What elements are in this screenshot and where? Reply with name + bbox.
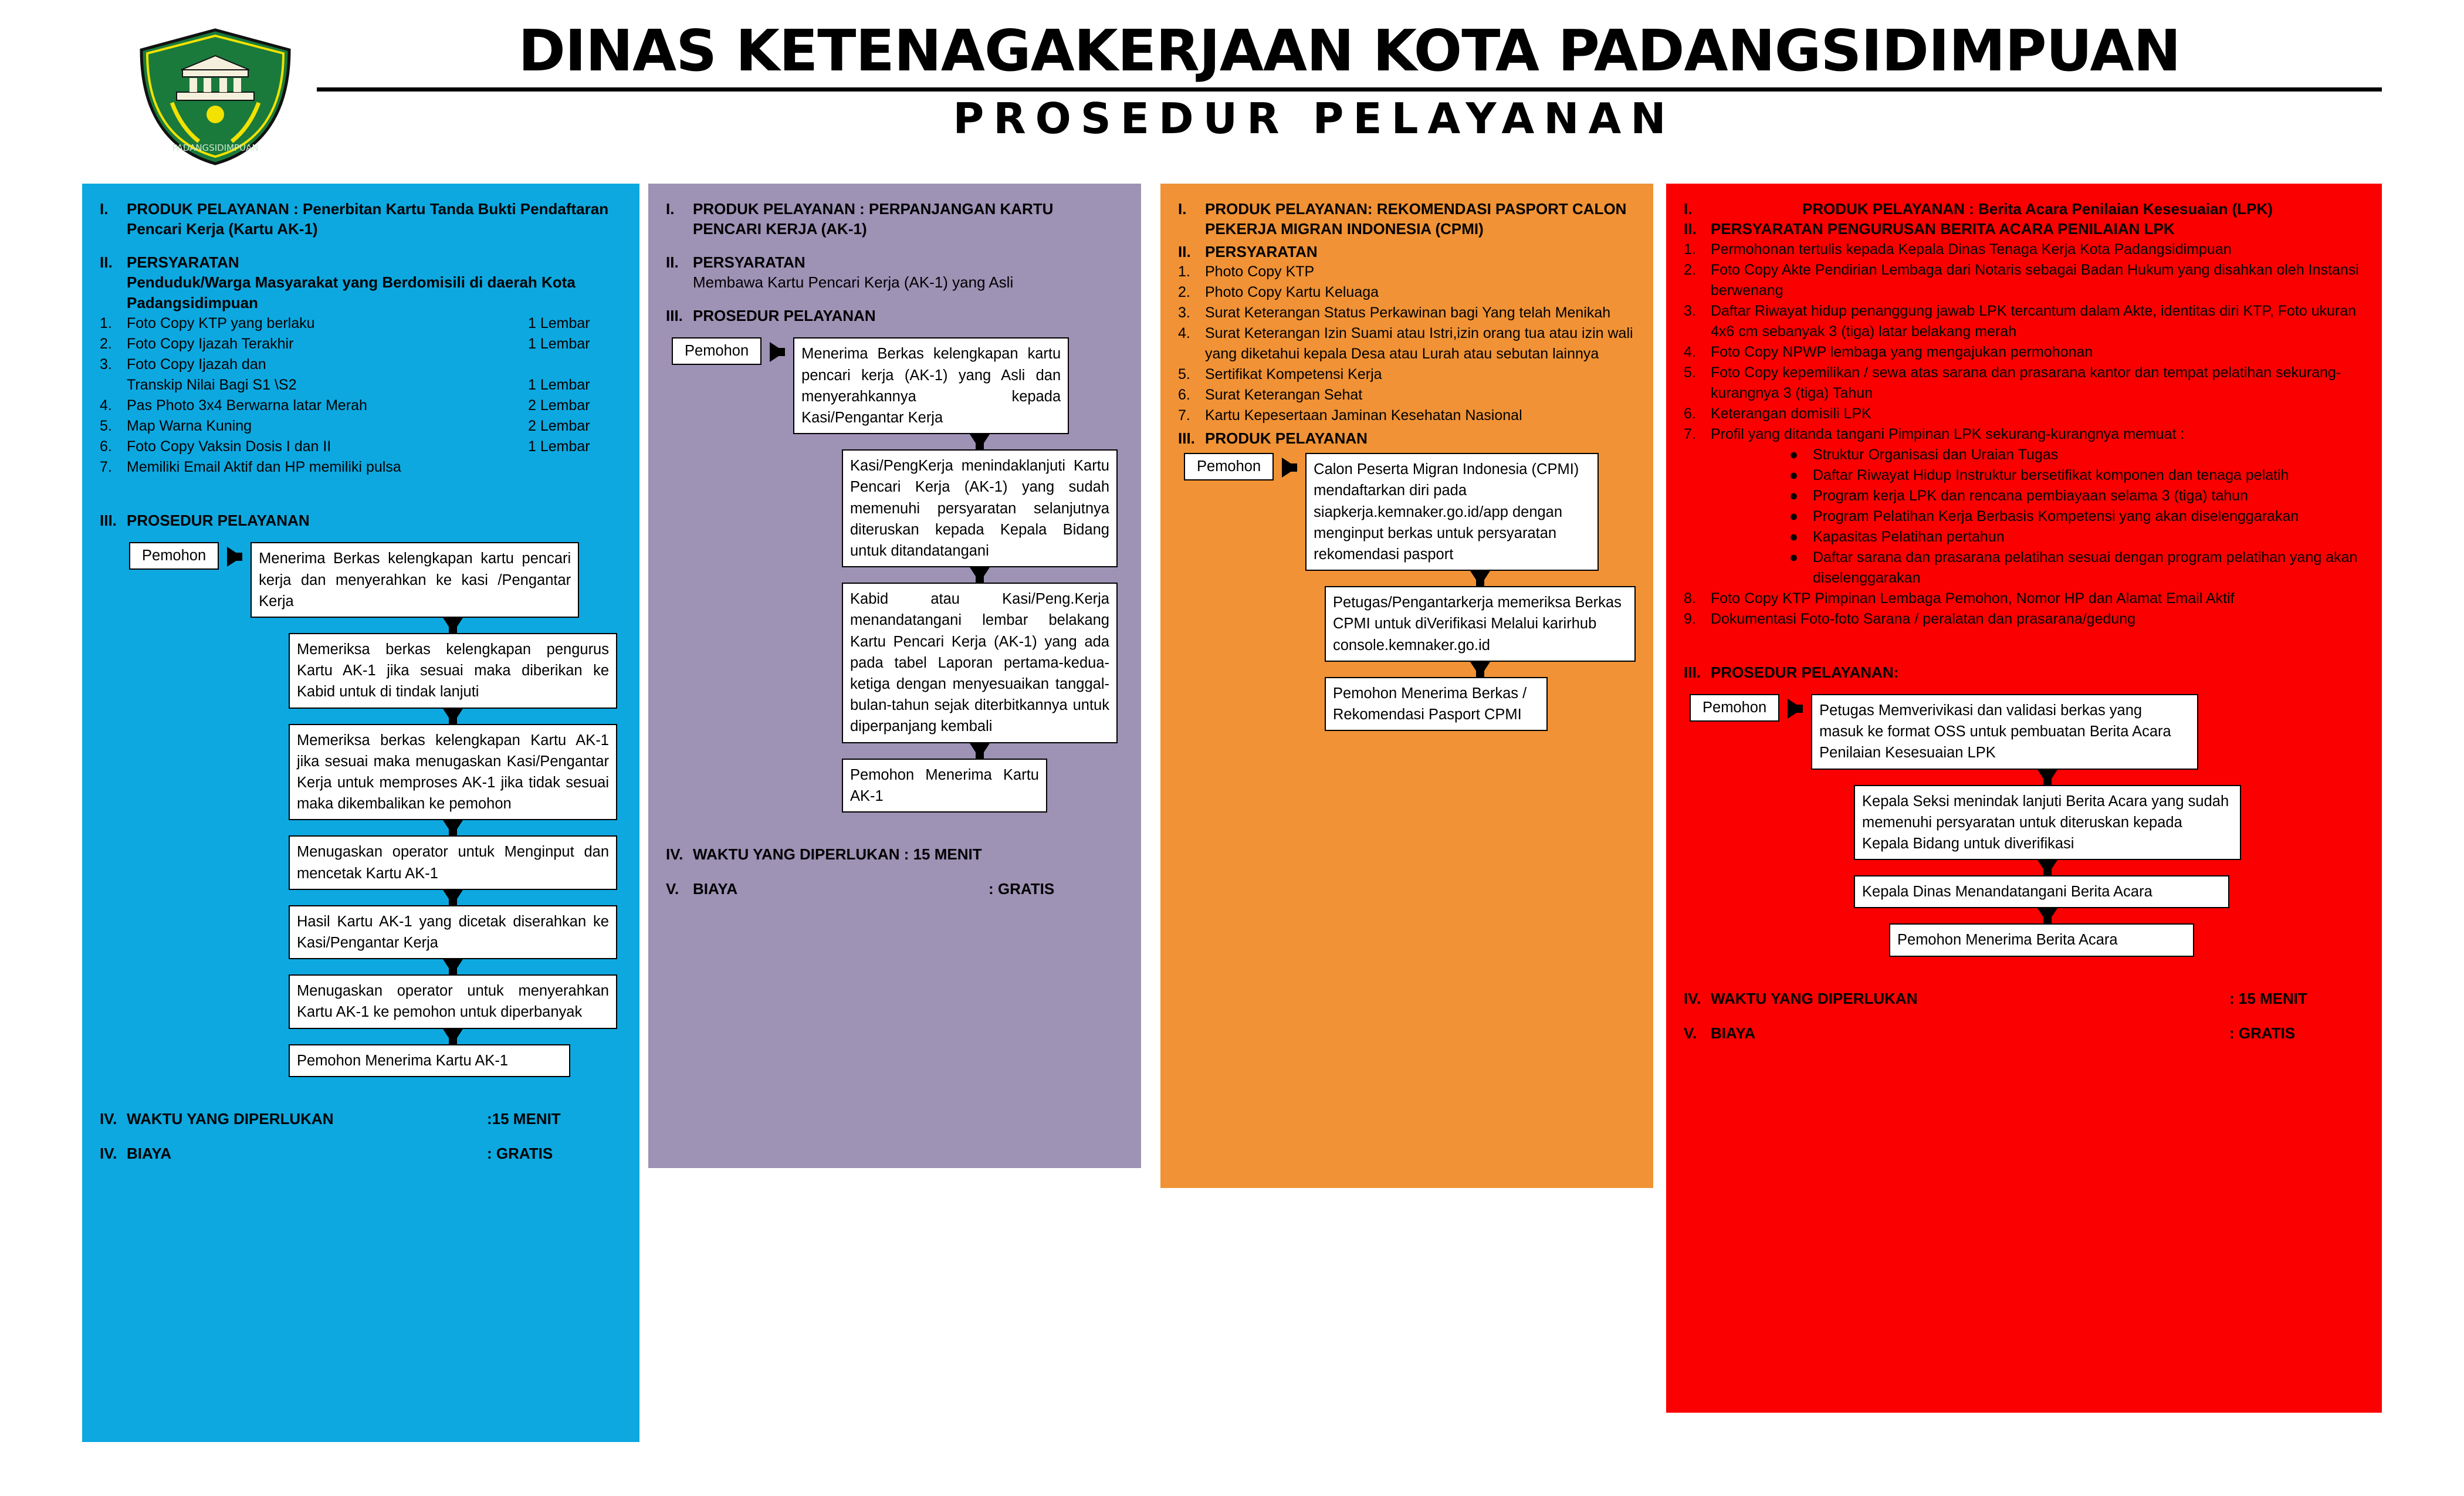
item-label: Foto Copy KTP yang berlaku [127,315,315,332]
section-produk [1178,428,1636,448]
bullet-icon: ● [1789,466,1799,483]
item-label: Photo Copy Kartu Keluaga [1205,283,1379,300]
applicant-box: Pemohon [1184,453,1274,480]
row-value: : GRATIS [989,880,1055,898]
row-value: : GRATIS [487,1144,553,1162]
item-index: 2. [1684,261,1696,278]
row-label: BIAYA [127,1144,172,1162]
section-title: PERSYARATAN [693,253,805,271]
list-item [1684,301,2364,342]
row-label: BIAYA [1711,1024,1756,1042]
section-number: I. [666,200,675,218]
requirements-list-tail [1684,588,2364,629]
arrow-down-icon [842,434,1118,449]
panel-berita-acara-lpk [1666,184,2382,1413]
flow-step: Calon Peserta Migran Indonesia (CPMI) mendaftarkan diri pada siapkerja.kemnaker.go.id/app dengan menginput berkas untuk persyaratan rekomendasi pasport [1305,453,1599,571]
row-number: V. [1684,1024,1697,1042]
arrow-right-icon [1779,694,1811,719]
list-item [1178,303,1636,323]
flow-step: Kasi/PengKerja menindaklanjuti Kartu Pencari Kerja (AK-1) yang sudah memenuhi persyaratan selanjutnya diteruskan kepada Kepala Bidang untuk ditandatangani [842,449,1118,567]
section-title: PERSYARATAN [127,253,239,271]
flow-step: Menerima Berkas kelengkapan kartu pencari kerja (AK-1) yang Asli dan menyerahkannya kepada Kasi/Pengantar Kerja [793,337,1069,434]
list-item [1178,364,1636,385]
applicant-box: Pemohon [129,542,219,570]
item-index: 8. [1684,590,1696,607]
item-label: Memiliki Email Aktif dan HP memiliki pulsa [127,459,401,476]
arrow-down-icon [289,820,617,835]
item-index: 7. [100,459,112,476]
item-index: 4. [1684,343,1696,360]
list-item [1178,385,1636,405]
item-qty [528,354,622,375]
item-index: 1. [1178,263,1190,280]
section-number: III. [1684,663,1701,681]
bullet-icon: ● [1789,507,1799,524]
page-title: DINAS KETENAGAKERJAAN KOTA PADANGSIDIMPUAN [518,18,2181,84]
item-label: Sertifikat Kompetensi Kerja [1205,365,1382,383]
arrow-down-icon [1325,662,1636,677]
item-label: Dokumentasi Foto-foto Sarana / peralatan dan prasarana/gedung [1711,610,2136,627]
requirements-sublist [1789,445,2364,588]
list-item [1684,424,2364,445]
row-value: : 15 MENIT [2229,989,2307,1007]
arrow-down-icon [289,1029,617,1044]
flow-final-step: Pemohon Menerima Kartu AK-1 [289,1044,570,1077]
item-label: Foto Copy Vaksin Dosis I dan II [127,438,331,455]
flow-step: Memeriksa berkas kelengkapan pengurus Kartu AK-1 jika sesuai maka diberikan ke Kabid untuk di tindak lanjuti [289,633,617,709]
flow-step: Petugas/Pengantarkerja memeriksa Berkas CPMI untuk diVerifikasi Melalui karirhub console.kemnaker.go.id [1325,586,1636,662]
item-label: Program Pelatihan Kerja Berbasis Kompetensi yang akan diselenggarakan [1813,507,2299,524]
item-label: Program kerja LPK dan rencana pembiayaan selama 3 (tiga) tahun [1813,487,2249,504]
item-index: 2. [1178,283,1190,300]
requirements-list [1178,262,1636,426]
applicant-box: Pemohon [672,337,761,365]
item-qty [528,457,622,478]
flow-step: Petugas Memverivikasi dan validasi berkas yang masuk ke format OSS untuk pembuatan Berita Acara Penilaian Kesesuaian LPK [1811,694,2198,770]
arrow-down-icon [842,743,1118,759]
item-index: 7. [1684,425,1696,442]
section-title: PRODUK PELAYANAN : Penerbitan Kartu Tanda Bukti Pendaftaran Pencari Kerja (Kartu AK-1) [127,200,609,238]
arrow-down-icon [289,709,617,724]
item-label: Photo Copy KTP [1205,263,1315,280]
item-index: 5. [100,418,112,435]
item-index: 7. [1178,407,1190,424]
flow-chain [1854,770,2241,957]
flow-start-row [129,542,622,618]
arrow-right-icon [219,542,251,567]
arrow-down-icon [842,567,1118,583]
item-label: Foto Copy Ijazah Terakhir [127,336,294,353]
section-number: I. [1178,200,1187,218]
section-title: PERSYARATAN [1205,242,1318,260]
flow-start-row [672,337,1123,434]
section-produk-pelayanan [100,199,622,239]
list-item [100,416,622,436]
list-item [100,313,622,334]
section-title: PROSEDUR PELAYANAN [693,307,876,325]
item-index: 2. [100,336,112,353]
section-prosedur [100,510,622,530]
arrow-down-icon [1854,908,2241,923]
item-label: Struktur Organisasi dan Uraian Tugas [1813,446,2059,463]
list-item [1684,239,2364,260]
item-index: 1. [100,315,112,332]
flow-step: Menerima Berkas kelengkapan kartu pencari kerja dan menyerahkan ke kasi /Pengantar Kerja [251,542,579,618]
section-number: II. [1684,220,1697,238]
list-item [1684,588,2364,609]
city-emblem-logo [138,26,293,167]
item-label: Keterangan domisili LPK [1711,405,1871,422]
persyaratan-subtitle: Membawa Kartu Pencari Kerja (AK-1) yang Asli [693,273,1014,291]
section-number: I. [1684,200,1693,218]
panel-perpanjangan-ak1 [648,184,1141,1168]
item-label: Foto Copy KTP Pimpinan Lembaga Pemohon, Nomor HP dan Alamat Email Aktif [1711,590,2235,607]
flow-step: Menugaskan operator untuk Menginput dan mencetak Kartu AK-1 [289,835,617,889]
item-label: Surat Keterangan Status Perkawinan bagi Yang telah Menikah [1205,304,1611,321]
item-label: Surat Keterangan Izin Suami atau Istri,izin orang tua atau izin wali yang diketahui kepala Desa atau Lurah atau sebutan lainnya [1205,324,1633,362]
bullet-icon: ● [1789,549,1799,566]
section-produk-pelayanan [666,199,1123,239]
list-item [1789,547,2364,588]
arrow-down-icon [289,959,617,974]
section-produk-pelayanan [1178,199,1636,239]
flow-step: Memeriksa berkas kelengkapan Kartu AK-1 jika sesuai maka menugaskan Kasi/Pengantar Kerja untuk memproses AK-1 jika tidak sesuai maka dikembalikan ke pemohon [289,724,617,821]
item-index: 6. [100,438,112,455]
biaya-row [1684,1024,2364,1043]
arrow-down-icon [1854,860,2241,875]
item-index: 6. [1178,386,1190,403]
section-number: III. [666,307,683,325]
flow-step: Menugaskan operator untuk menyerahkan Kartu AK-1 ke pemohon untuk diperbanyak [289,974,617,1028]
requirements-list [1684,239,2364,445]
bullet-icon: ● [1789,528,1799,545]
waktu-row [666,845,1123,864]
item-label: Pas Photo 3x4 Berwarna latar Merah [127,397,367,414]
flow-step: Kepala Dinas Menandatangani Berita Acara [1854,875,2229,908]
list-item [1178,282,1636,303]
section-title: PRODUK PELAYANAN : PERPANJANGAN KARTU PENCARI KERJA (AK-1) [693,200,1054,238]
list-item [1789,465,2364,486]
item-qty: 1 Lembar [528,438,590,455]
row-label: BIAYA [693,880,738,898]
flow-step: Hasil Kartu AK-1 yang dicetak diserahkan ke Kasi/Pengantar Kerja [289,905,617,959]
section-number: I. [100,200,109,218]
row-label: WAKTU YANG DIPERLUKAN : 15 MENIT [693,845,982,863]
item-index: 5. [1684,364,1696,381]
list-item [1684,609,2364,629]
list-item [1178,405,1636,426]
section-title: PERSYARATAN PENGURUSAN BERITA ACARA PENILAIAN LPK [1711,220,2175,238]
list-item [1178,323,1636,364]
item-label: Kartu Kepesertaan Jaminan Kesehatan Nasional [1205,407,1522,424]
persyaratan-subtitle: Penduduk/Warga Masyarakat yang Berdomisili di daerah Kota Padangsidimpuan [127,273,576,312]
section-title: PRODUK PELAYANAN [1205,429,1368,447]
section-number: II. [1178,242,1191,260]
flow-start-row [1690,694,2364,770]
row-label: WAKTU YANG DIPERLUKAN [1711,989,1918,1007]
arrow-down-icon [1854,770,2241,785]
list-item [100,375,622,395]
panel-kartu-ak1 [82,184,639,1442]
section-prosedur [1684,662,2364,682]
section-number: II. [100,253,113,271]
list-item [1684,404,2364,424]
row-number: IV. [100,1109,117,1128]
section-number: III. [1178,429,1195,447]
list-item [1789,486,2364,506]
section-persyaratan [100,252,622,272]
item-index [100,375,127,395]
title-divider [317,87,2382,92]
panel-rekomendasi-paspor-cpmi [1160,184,1653,1188]
item-qty: 1 Lembar [528,377,590,394]
flow-start-row [1184,453,1636,571]
item-index: 3. [1684,302,1696,319]
svg-text:PADANGSIDIMPUAN: PADANGSIDIMPUAN [172,143,259,153]
item-label: Foto Copy Ijazah dan [127,356,266,373]
item-label: Kapasitas Pelatihan pertahun [1813,528,2005,545]
row-number: IV. [100,1144,117,1162]
section-number: III. [100,512,117,530]
section-persyaratan [666,252,1123,272]
list-item [1684,260,2364,301]
flow-step: Kabid atau Kasi/Peng.Kerja menandatangani lembar belakang Kartu Pencari Kerja (AK-1) yang ada pada tabel Laporan pertama-kedua- ketiga dengan menyesuaikan tanggal-bulan-tahun sejak diterbitkannya untuk diperpanjang kembali [842,583,1118,743]
applicant-box: Pemohon [1690,694,1779,722]
arrow-down-icon [289,618,617,633]
biaya-row [666,880,1123,898]
item-label: Map Warna Kuning [127,418,252,435]
list-item [1789,445,2364,465]
list-item [100,395,622,416]
section-title: PRODUK PELAYANAN: REKOMENDASI PASPORT CALON PEKERJA MIGRAN INDONESIA (CPMI) [1205,200,1627,238]
bullet-icon: ● [1789,446,1799,463]
row-value: : GRATIS [2229,1024,2296,1042]
row-number: IV. [1684,989,1701,1007]
item-index: 4. [100,397,112,414]
item-qty: 1 Lembar [528,315,590,332]
item-label: Foto Copy kepemilikan / sewa atas sarana dan prasarana kantor dan tempat pelatihan sekurang-kurangnya 3 (tiga) Tahun [1711,364,2341,401]
flow-step: Kepala Seksi menindak lanjuti Berita Acara yang sudah memenuhi persyaratan untuk diteruskan kepada Kepala Bidang untuk diverifikasi [1854,785,2241,861]
item-label: Foto Copy NPWP lembaga yang mengajukan permohonan [1711,343,2093,360]
page-subtitle: PROSEDUR PELAYANAN [953,94,1676,143]
arrow-down-icon [1325,571,1636,586]
list-item [1178,262,1636,282]
list-item [1789,527,2364,547]
list-item [1684,363,2364,404]
item-qty: 1 Lembar [528,336,590,353]
flow-chain [1325,571,1636,731]
row-value: :15 MENIT [487,1109,561,1128]
item-index: 3. [1178,304,1190,321]
item-index: 5. [1178,365,1190,383]
flow-final-step: Pemohon Menerima Berkas / Rekomendasi Pasport CPMI [1325,677,1548,731]
section-number: II. [666,253,679,271]
list-item [100,334,622,354]
section-title: PROSEDUR PELAYANAN [127,512,310,530]
flow-final-step: Pemohon Menerima Berita Acara [1889,923,2194,956]
item-index: 6. [1684,405,1696,422]
waktu-row [100,1110,622,1128]
item-label: Permohonan tertulis kepada Kepala Dinas Tenaga Kerja Kota Padangsidimpuan [1711,241,2232,258]
bullet-icon: ● [1789,487,1799,504]
section-prosedur [666,306,1123,326]
item-label: Foto Copy Akte Pendirian Lembaga dari Notaris sebagai Badan Hukum yang disahkan oleh Instansi berwenang [1711,261,2359,299]
list-item [100,354,622,375]
section-persyaratan [1684,219,2364,239]
requirements-list [100,313,622,478]
item-qty: 2 Lembar [528,418,590,435]
section-persyaratan [1178,242,1636,262]
waktu-row [1684,990,2364,1008]
item-label: Transkip Nilai Bagi S1 \S2 [127,377,297,394]
item-label: Daftar Riwayat hidup penanggung jawab LPK tercantum dalam Akte, identitas diri KTP, Foto ukuran 4x6 cm sebanyak 3 (tiga) latar belakang merah [1711,302,2357,340]
list-item [1789,506,2364,527]
item-index: 4. [1178,324,1190,341]
row-label: WAKTU YANG DIPERLUKAN [127,1109,334,1128]
list-item [100,457,622,478]
arrow-down-icon [289,890,617,905]
item-label: Daftar sarana dan prasarana pelatihan sesuai dengan program pelatihan yang akan diselenggarakan [1813,549,2358,586]
section-title: PROSEDUR PELAYANAN: [1711,663,1899,681]
biaya-row [100,1145,622,1163]
flow-chain [842,434,1118,813]
flow-chain [289,618,617,1077]
item-index: 1. [1684,241,1696,258]
item-label: Daftar Riwayat Hidup Instruktur bersetifikat komponen dan tenaga pelatih [1813,466,2289,483]
section-title: PRODUK PELAYANAN : Berita Acara Penilaian Kesesuaian (LPK) [1802,200,2273,218]
flow-final-step: Pemohon Menerima Kartu AK-1 [842,759,1047,813]
item-index: 9. [1684,610,1696,627]
row-number: IV. [666,845,683,863]
list-item [1684,342,2364,363]
item-label: Surat Keterangan Sehat [1205,386,1363,403]
row-number: V. [666,880,679,898]
item-label: Profil yang ditanda tangani Pimpinan LPK sekurang-kurangnya memuat : [1711,425,2185,442]
page-header [0,0,2464,176]
arrow-right-icon [1274,453,1305,478]
item-qty: 2 Lembar [528,397,590,414]
list-item [100,436,622,457]
section-produk-pelayanan [1684,199,2364,219]
item-index: 3. [100,356,112,373]
arrow-right-icon [761,337,793,362]
